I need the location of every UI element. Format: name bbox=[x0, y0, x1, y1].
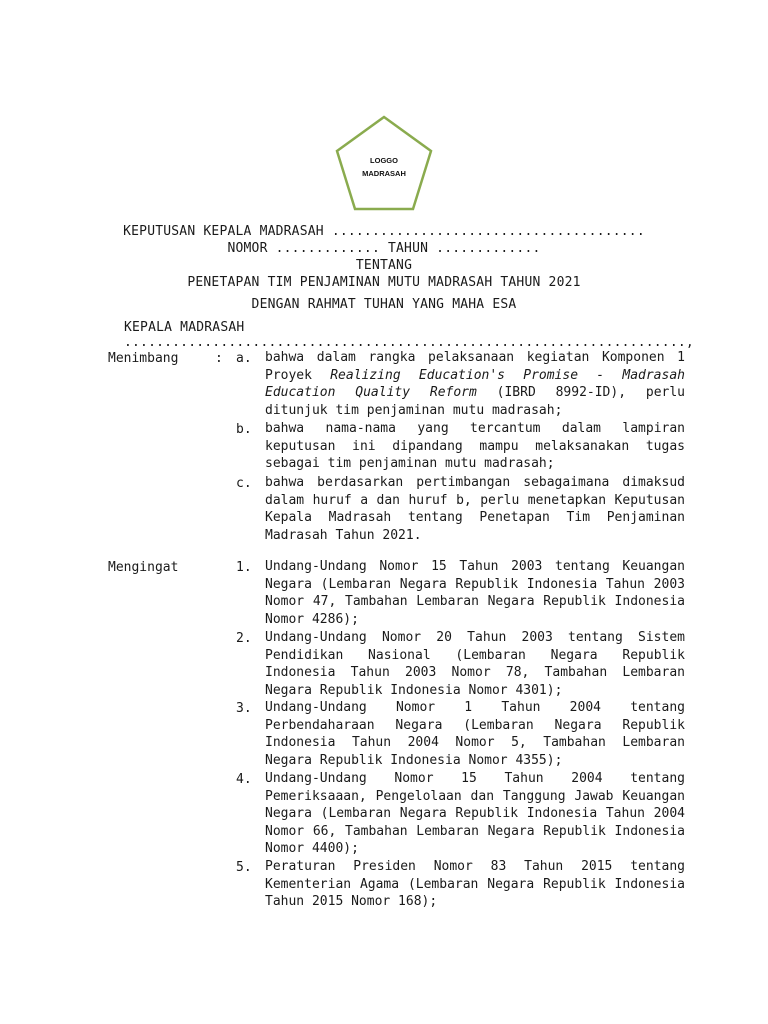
menimbang-item-b: bahwa nama-nama yang tercantum dalam lampiran keputusan ini dipandang mampu melaksanakan tugas sebagai tim penjaminan mutu madrasah; bbox=[265, 421, 685, 472]
mengingat-marker-5: 5. bbox=[236, 860, 252, 875]
mengingat-marker-1: 1. bbox=[236, 560, 252, 575]
pentagon-logo-icon bbox=[332, 114, 436, 218]
mengingat-item-3: Undang-Undang Nomor 1 Tahun 2004 tentang Perbendaharaan Negara (Lembaran Negara Republik Indonesia Tahun 2004 Nomor 5, Tambahan Lembaran Negara Republik Indonesia Nomor 4355); bbox=[265, 700, 685, 768]
menimbang-item-a bbox=[265, 349, 685, 419]
decree-about-label: TENTANG bbox=[355, 258, 413, 273]
menimbang-colon: : bbox=[215, 351, 223, 366]
mengingat-item-5: Peraturan Presiden Nomor 83 Tahun 2015 tentang Kementerian Agama (Lembaran Negara Republik Indonesia Tahun 2015 Nomor 168); bbox=[265, 859, 685, 910]
logo-text-line2: MADRASAH bbox=[362, 169, 406, 178]
menimbang-marker-b: b. bbox=[236, 422, 252, 437]
decree-title: KEPUTUSAN KEPALA MADRASAH ....................................... bbox=[123, 224, 645, 239]
decree-subject: PENETAPAN TIM PENJAMINAN MUTU MADRASAH TAHUN 2021 bbox=[187, 275, 581, 290]
menimbang-marker-c: c. bbox=[236, 476, 252, 491]
menimbang-marker-a: a. bbox=[236, 351, 252, 366]
mengingat-label: Mengingat bbox=[108, 560, 179, 575]
decree-issuer: KEPALA MADRASAH ......................................................................, bbox=[124, 320, 694, 350]
mengingat-marker-3: 3. bbox=[236, 701, 252, 716]
menimbang-item-c: bahwa berdasarkan pertimbangan sebagaimana dimaksud dalam huruf a dan huruf b, perlu menetapkan Keputusan Kepala Madrasah tentang Penetapan Tim Penjaminan Madrasah Tahun 2021. bbox=[265, 475, 685, 543]
mengingat-marker-4: 4. bbox=[236, 772, 252, 787]
decree-invocation: DENGAN RAHMAT TUHAN YANG MAHA ESA bbox=[251, 297, 517, 312]
mengingat-item-2: Undang-Undang Nomor 20 Tahun 2003 tentang Sistem Pendidikan Nasional (Lembaran Negara Republik Indonesia Tahun 2003 Nomor 78, Tambahan Lembaran Negara Republik Indonesia Nomor 4301); bbox=[265, 630, 685, 698]
menimbang-item-a-italic: Realizing Education's Promise - Madrasah Education Quality Reform bbox=[265, 367, 685, 401]
mengingat-item-1: Undang-Undang Nomor 15 Tahun 2003 tentang Keuangan Negara (Lembaran Negara Republik Indonesia Tahun 2003 Nomor 47, Tambahan Lembaran Negara Republik Indonesia Nomor 4286); bbox=[265, 559, 685, 627]
logo-text-line1: LOGGO bbox=[370, 156, 398, 165]
menimbang-item-a-text-1: bahwa dalam rangka pelaksanaan kegiatan Komponen 1 Proyek bbox=[265, 350, 685, 383]
mengingat-item-4: Undang-Undang Nomor 15 Tahun 2004 tentang Pemeriksaaan, Pengelolaan dan Tanggung Jawab Keuangan Negara (Lembaran Negara Republik Indonesia Tahun 2004 Nomor 66, Tambahan Lembaran Negara Republik Indonesia Nomor 4400); bbox=[265, 771, 685, 857]
menimbang-label: Menimbang bbox=[108, 351, 179, 366]
menimbang-item-a-text-2: (IBRD 8992-ID), perlu ditunjuk tim penjaminan mutu madrasah; bbox=[265, 385, 685, 418]
mengingat-marker-2: 2. bbox=[236, 631, 252, 646]
decree-number: NOMOR ............. TAHUN ............. bbox=[227, 241, 541, 256]
logo-placeholder bbox=[332, 114, 436, 218]
